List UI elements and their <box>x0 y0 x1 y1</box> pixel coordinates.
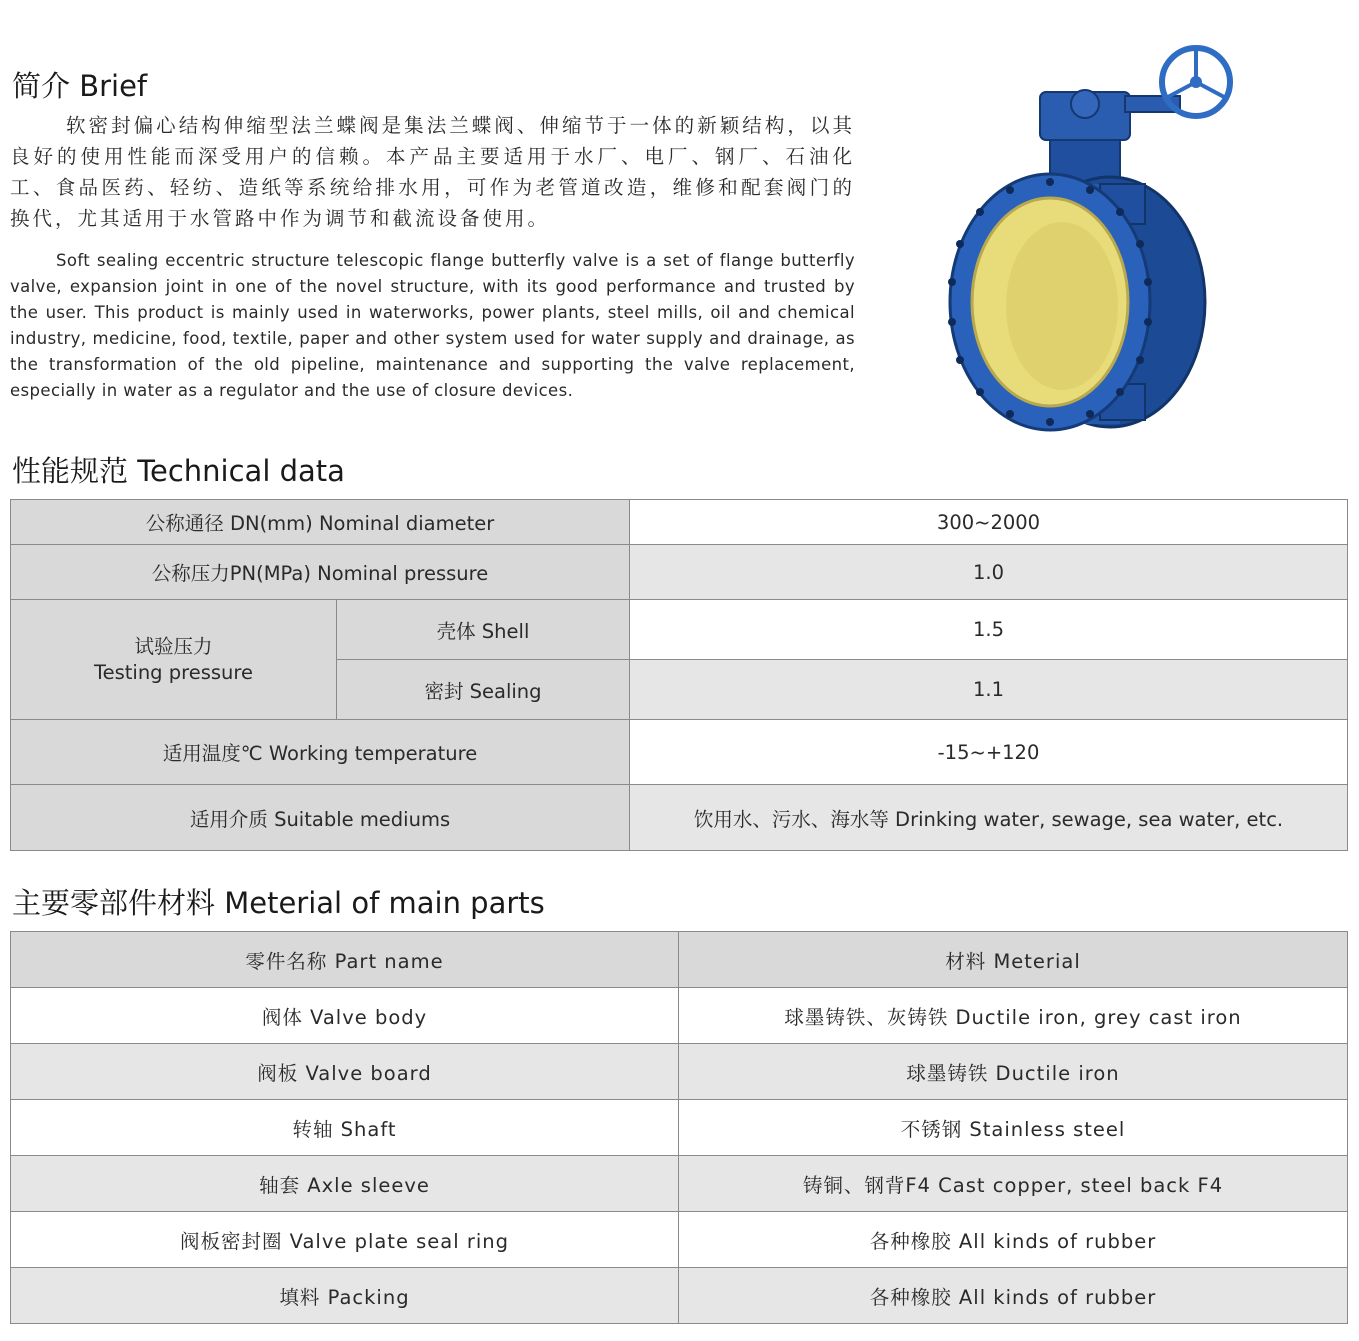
table-header-row <box>11 932 1348 988</box>
shell-value: 1.5 <box>630 600 1348 660</box>
brief-text-chinese: 软密封偏心结构伸缩型法兰蝶阀是集法兰蝶阀、伸缩节于一体的新颖结构，以其良好的使用性能而深受用户的信赖。本产品主要适用于水厂、电厂、钢厂、石油化工、食品医药、轻纺、造纸等系统给排水用，可作为老管道改造，维修和配套阀门的换代，尤其适用于水管路中作为调节和截流设备使用。 <box>10 114 855 230</box>
nominal-diameter-label: 公称通径 DN(mm) Nominal diameter <box>11 500 630 545</box>
testing-pressure-label-cn: 试验压力 <box>134 634 213 658</box>
suitable-mediums-label: 适用介质 Suitable mediums <box>11 785 630 851</box>
table-row <box>11 1100 1348 1156</box>
part-name-cell: 转轴 Shaft <box>11 1100 679 1156</box>
table-row <box>11 600 1348 660</box>
gearbox-cap <box>1071 90 1099 118</box>
material-cell: 各种橡胶 All kinds of rubber <box>679 1212 1348 1268</box>
part-name-cell: 阀板 Valve board <box>11 1044 679 1100</box>
materials-table <box>10 931 1348 1324</box>
part-name-cell: 轴套 Axle sleeve <box>11 1156 679 1212</box>
working-temperature-label: 适用温度℃ Working temperature <box>11 720 630 785</box>
part-name-header: 零件名称 Part name <box>11 932 679 988</box>
nominal-pressure-label: 公称压力PN(MPa) Nominal pressure <box>11 545 630 600</box>
suitable-mediums-value: 饮用水、污水、海水等 Drinking water, sewage, sea water, etc. <box>630 785 1348 851</box>
table-row <box>11 1044 1348 1100</box>
table-row <box>11 785 1348 851</box>
handwheel-icon <box>1162 48 1230 116</box>
material-cell: 球墨铸铁 Ductile iron <box>679 1044 1348 1100</box>
technical-data-table <box>10 499 1348 851</box>
table-row <box>11 1212 1348 1268</box>
brief-text-english: Soft sealing eccentric structure telescopic flange butterfly valve is a set of flange butterfly valve, expansion joint in one of the novel structure, with its good performance and trusted by the user. This product is mainly used in waterworks, power plants, steel mills, oil and chemical industry, medicine, food, textile, paper and other system used for water supply and drainage, as the transformation of the old pipeline, maintenance and supporting the valve replacement, especially in water as a regulator and the use of closure devices. <box>10 251 855 400</box>
table-row <box>11 720 1348 785</box>
materials-heading: 主要零部件材料 Meterial of main parts <box>12 886 545 920</box>
testing-pressure-label-en: Testing pressure <box>94 660 253 684</box>
material-cell: 铸铜、钢背F4 Cast copper, steel back F4 <box>679 1156 1348 1212</box>
sealing-label: 密封 Sealing <box>337 660 630 720</box>
testing-pressure-label <box>11 600 337 720</box>
material-cell: 不锈钢 Stainless steel <box>679 1100 1348 1156</box>
material-cell: 球墨铸铁、灰铸铁 Ductile iron, grey cast iron <box>679 988 1348 1044</box>
nominal-pressure-value: 1.0 <box>630 545 1348 600</box>
brief-heading: 简介 Brief <box>12 69 148 103</box>
part-name-cell: 阀板密封圈 Valve plate seal ring <box>11 1212 679 1268</box>
part-name-cell: 填料 Packing <box>11 1268 679 1324</box>
table-row <box>11 545 1348 600</box>
sealing-value: 1.1 <box>630 660 1348 720</box>
table-row <box>11 1268 1348 1324</box>
working-temperature-value: -15~+120 <box>630 720 1348 785</box>
shell-label: 壳体 Shell <box>337 600 630 660</box>
table-row <box>11 1156 1348 1212</box>
part-name-cell: 阀体 Valve body <box>11 988 679 1044</box>
valve-disc-shadow <box>1006 222 1118 390</box>
technical-data-heading: 性能规范 Technical data <box>12 454 345 488</box>
table-row <box>11 988 1348 1044</box>
material-header: 材料 Meterial <box>679 932 1348 988</box>
nominal-diameter-value: 300~2000 <box>630 500 1348 545</box>
butterfly-valve-illustration <box>940 34 1240 434</box>
table-row <box>11 500 1348 545</box>
material-cell: 各种橡胶 All kinds of rubber <box>679 1268 1348 1324</box>
